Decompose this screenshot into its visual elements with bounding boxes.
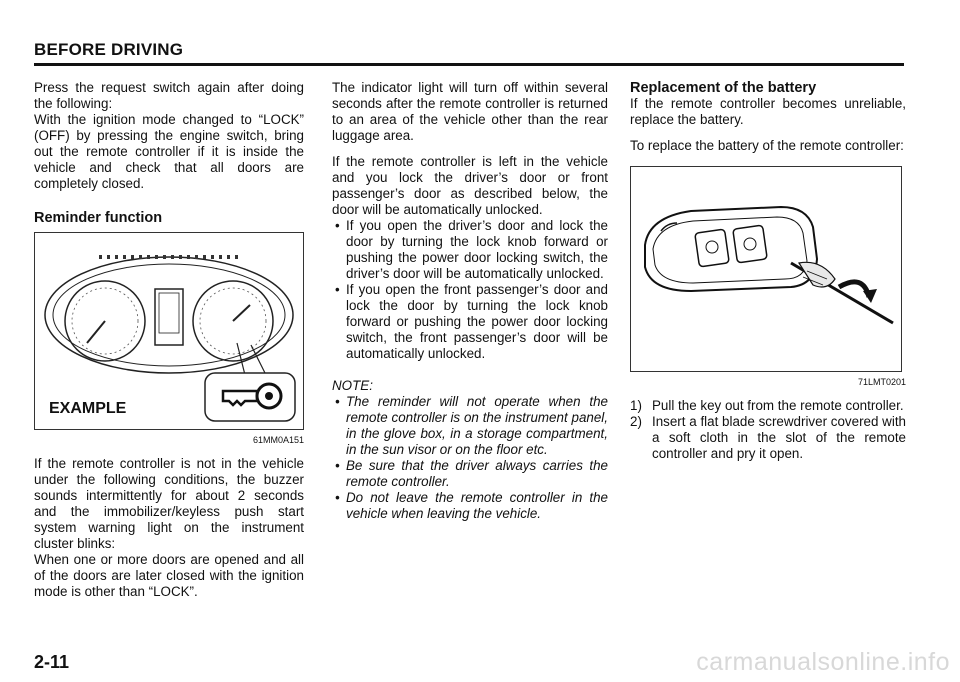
cluster-figure bbox=[34, 232, 304, 430]
remote-figure bbox=[630, 166, 902, 372]
paragraph: If the remote controller is not in the vehicle under the following conditions, the buzzer sounds intermittently for about 2 seconds and the immobilizer/keyless push start system warning light on the instrument cluster blinks: bbox=[34, 456, 304, 551]
figure-code: 71LMT0201 bbox=[857, 377, 906, 387]
example-label: EXAMPLE bbox=[49, 400, 127, 417]
step-text: Pull the key out from the remote controller. bbox=[652, 398, 904, 413]
screwdriver-icon bbox=[791, 262, 893, 323]
step-number: 2) bbox=[630, 414, 642, 429]
battery-heading: Replacement of the battery bbox=[630, 80, 817, 96]
list-item: • Be sure that the driver always carries the remote controller. bbox=[332, 458, 608, 490]
bullet-list bbox=[332, 218, 608, 362]
page-header: BEFORE DRIVING bbox=[34, 40, 184, 59]
column-1 bbox=[34, 80, 304, 608]
column-2 bbox=[332, 80, 608, 522]
paragraph: When one or more doors are opened and all of the doors are later closed with the ignition mode is other than “LOCK”. bbox=[34, 552, 304, 599]
note-heading: NOTE: bbox=[332, 378, 373, 393]
paragraph: If the remote controller becomes unreliable, replace the battery. bbox=[630, 96, 906, 127]
paragraph: Press the request switch again after doing the following: bbox=[34, 80, 304, 111]
list-item bbox=[630, 414, 906, 462]
remote-controller-illustration bbox=[631, 167, 901, 371]
paragraph: If the remote controller is left in the vehicle and you lock the driver’s door or front passenger’s door as described below, the door will be automatically unlocked. bbox=[332, 154, 608, 217]
reminder-heading: Reminder function bbox=[34, 210, 163, 226]
paragraph: To replace the battery of the remote controller: bbox=[630, 138, 904, 153]
paragraph: The indicator light will turn off within several seconds after the remote controller is returned to an area of the vehicle other than the rear luggage area. bbox=[332, 80, 608, 143]
pry-arrow-icon bbox=[839, 282, 877, 303]
step-text: Insert a flat blade screwdriver covered with a soft cloth in the slot of the remote controller and pry it open. bbox=[652, 414, 906, 461]
paragraph: With the ignition mode changed to “LOCK” (OFF) by pressing the engine switch, bring out the remote controller if it is inside the vehicle and check that all doors are completely closed. bbox=[34, 112, 304, 191]
list-item: • The reminder will not operate when the remote controller is on the instrument panel, in the glove box, in a storage compartment, in the sun visor or on the floor etc. bbox=[332, 394, 608, 458]
column-3 bbox=[630, 80, 906, 462]
step-number: 1) bbox=[630, 398, 642, 413]
watermark: carmanualsonline.info bbox=[696, 648, 950, 676]
list-item bbox=[630, 398, 906, 414]
list-item: • If you open the front passenger’s door and lock the door by turning the lock knob forward or pushing the power door locking switch, the front passenger’s door will be automatically unlocked. bbox=[332, 282, 608, 362]
header-rule bbox=[34, 63, 904, 66]
list-item: • Do not leave the remote controller in the vehicle when leaving the vehicle. bbox=[332, 490, 608, 522]
steps-list bbox=[630, 398, 906, 462]
list-item: • If you open the driver’s door and lock the door by turning the lock knob forward or pushing the power door locking switch, the driver’s door will be automatically unlocked. bbox=[332, 218, 608, 282]
note-list bbox=[332, 394, 608, 522]
page-number: 2-11 bbox=[34, 652, 70, 672]
figure-code: 61MM0A151 bbox=[252, 435, 304, 445]
